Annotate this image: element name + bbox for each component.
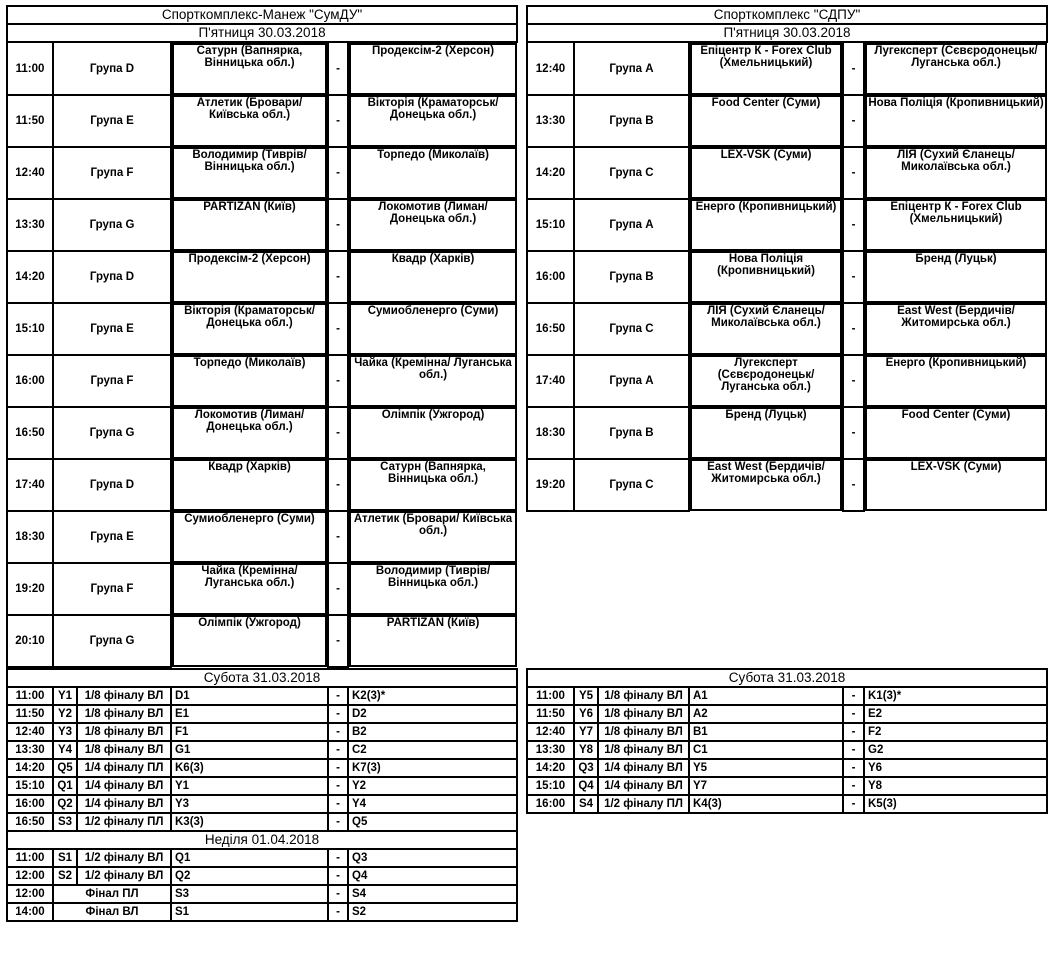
team-home: Сатурн (Вапнярка, Вінницька обл.)	[172, 43, 327, 95]
match-time: 20:10	[7, 615, 53, 667]
team-away: Енерго (Кропивницький)	[865, 355, 1047, 407]
match-row	[7, 885, 517, 903]
match-dash: -	[328, 459, 348, 511]
team-home: S1	[171, 903, 328, 921]
team-away: Q3	[348, 849, 517, 867]
match-row	[527, 795, 1047, 813]
match-time: 11:00	[527, 687, 574, 705]
match-code: Y2	[53, 705, 77, 723]
match-dash: -	[328, 723, 348, 741]
match-time: 19:20	[527, 459, 574, 511]
match-time: 12:40	[7, 147, 53, 199]
match-group: Група G	[53, 615, 171, 667]
team-away: Атлетик (Бровари/ Київська обл.)	[349, 511, 517, 563]
match-time: 16:50	[7, 407, 53, 459]
match-dash: -	[328, 407, 348, 459]
match-row	[7, 563, 517, 615]
sdpu-saturday-table	[526, 668, 1048, 814]
sumdu-saturday-body	[7, 669, 517, 831]
match-row	[7, 903, 517, 921]
day-header: П'ятниця 30.03.2018	[7, 24, 517, 42]
sumdu-friday-body	[7, 6, 517, 667]
match-stage: 1/2 фіналу ВЛ	[77, 867, 171, 885]
match-code: Q1	[53, 777, 77, 795]
team-away: Олімпік (Ужгород)	[349, 407, 517, 459]
team-away: G2	[864, 741, 1047, 759]
match-time: 15:10	[7, 777, 53, 795]
team-away: Y8	[864, 777, 1047, 795]
match-row	[7, 705, 517, 723]
team-home: A1	[689, 687, 843, 705]
match-row	[527, 147, 1047, 199]
team-home: Епіцентр К - Forex Club (Хмельницький)	[690, 43, 842, 95]
match-time: 12:40	[527, 42, 574, 95]
team-away: K5(3)	[864, 795, 1047, 813]
team-away: S2	[348, 903, 517, 921]
match-dash: -	[328, 849, 348, 867]
match-dash: -	[328, 511, 348, 563]
match-row	[527, 303, 1047, 355]
team-away: Лугексперт (Сєвєродонецьк/ Луганська обл.)	[865, 43, 1047, 95]
match-row	[7, 615, 517, 667]
match-time: 11:50	[527, 705, 574, 723]
match-group: Група C	[574, 459, 689, 511]
match-stage: 1/8 фіналу ВЛ	[598, 741, 689, 759]
match-stage: Фінал ВЛ	[53, 903, 171, 921]
match-dash: -	[843, 723, 864, 741]
match-row	[7, 355, 517, 407]
team-home: East West (Бердичів/ Житомирська обл.)	[690, 459, 842, 511]
match-time: 13:30	[7, 741, 53, 759]
team-home: G1	[171, 741, 328, 759]
match-dash: -	[843, 95, 864, 147]
sumdu-sunday-body	[7, 831, 517, 921]
team-away: E2	[864, 705, 1047, 723]
sdpu-friday-table	[526, 5, 1048, 512]
match-stage: Фінал ПЛ	[53, 885, 171, 903]
sdpu-saturday-body	[527, 669, 1047, 813]
team-away: Y4	[348, 795, 517, 813]
match-dash: -	[843, 199, 864, 251]
match-stage: 1/2 фіналу ПЛ	[598, 795, 689, 813]
team-away: East West (Бердичів/ Житомирська обл.)	[865, 303, 1047, 355]
team-away: Сумиобленерго (Суми)	[349, 303, 517, 355]
match-time: 14:20	[527, 759, 574, 777]
match-dash: -	[843, 459, 864, 511]
match-dash: -	[328, 687, 348, 705]
team-home: Енерго (Кропивницький)	[690, 199, 842, 251]
match-row	[527, 705, 1047, 723]
match-row	[527, 687, 1047, 705]
team-home: Y5	[689, 759, 843, 777]
match-group: Група E	[53, 95, 171, 147]
team-home: S3	[171, 885, 328, 903]
match-row	[527, 407, 1047, 459]
match-dash: -	[328, 303, 348, 355]
match-time: 15:10	[527, 777, 574, 795]
day-header: Субота 31.03.2018	[7, 669, 517, 687]
match-stage: 1/8 фіналу ВЛ	[77, 687, 171, 705]
match-time: 12:00	[7, 867, 53, 885]
match-time: 13:30	[7, 199, 53, 251]
match-row	[527, 741, 1047, 759]
match-group: Група D	[53, 251, 171, 303]
team-home: F1	[171, 723, 328, 741]
match-row	[7, 741, 517, 759]
team-home: D1	[171, 687, 328, 705]
match-row	[7, 303, 517, 355]
match-row	[7, 199, 517, 251]
match-time: 15:10	[7, 303, 53, 355]
team-home: Q1	[171, 849, 328, 867]
team-away: K7(3)	[348, 759, 517, 777]
match-code: Y6	[574, 705, 598, 723]
sumdu-friday-table	[6, 5, 518, 668]
match-code: Y7	[574, 723, 598, 741]
match-row	[527, 95, 1047, 147]
match-dash: -	[843, 407, 864, 459]
venue-title: Спорткомплекс-Манеж "СумДУ"	[7, 6, 517, 24]
match-dash: -	[328, 147, 348, 199]
team-home: Квадр (Харків)	[172, 459, 327, 511]
match-dash: -	[843, 795, 864, 813]
match-dash: -	[328, 95, 348, 147]
team-home: Y7	[689, 777, 843, 795]
match-row	[527, 759, 1047, 777]
match-time: 14:20	[527, 147, 574, 199]
team-home: Y3	[171, 795, 328, 813]
match-time: 11:00	[7, 42, 53, 95]
day-header: Субота 31.03.2018	[527, 669, 1047, 687]
match-row	[7, 777, 517, 795]
match-row	[527, 355, 1047, 407]
match-row	[7, 459, 517, 511]
team-away: S4	[348, 885, 517, 903]
match-time: 12:40	[7, 723, 53, 741]
match-group: Група A	[574, 355, 689, 407]
match-dash: -	[328, 741, 348, 759]
match-dash: -	[328, 42, 348, 95]
match-dash: -	[328, 813, 348, 831]
match-group: Група C	[574, 147, 689, 199]
match-row	[7, 95, 517, 147]
match-group: Група B	[574, 251, 689, 303]
match-row	[527, 251, 1047, 303]
match-dash: -	[328, 867, 348, 885]
team-away: PARTIZAN (Київ)	[349, 615, 517, 667]
team-home: Атлетик (Бровари/ Київська обл.)	[172, 95, 327, 147]
team-away: C2	[348, 741, 517, 759]
match-group: Група G	[53, 407, 171, 459]
team-away: Нова Поліція (Кропивницький)	[865, 95, 1047, 147]
match-code: S4	[574, 795, 598, 813]
match-time: 11:00	[7, 687, 53, 705]
match-dash: -	[843, 147, 864, 199]
match-stage: 1/8 фіналу ВЛ	[598, 687, 689, 705]
match-code: S2	[53, 867, 77, 885]
match-time: 11:50	[7, 95, 53, 147]
sumdu-weekend-table	[6, 668, 518, 922]
match-row	[7, 42, 517, 95]
match-time: 16:00	[527, 251, 574, 303]
match-code: Q3	[574, 759, 598, 777]
team-away: Вікторія (Краматорськ/ Донецька обл.)	[349, 95, 517, 147]
match-stage: 1/4 фіналу ВЛ	[77, 777, 171, 795]
match-time: 14:20	[7, 759, 53, 777]
team-home: Y1	[171, 777, 328, 795]
team-home: PARTIZAN (Київ)	[172, 199, 327, 251]
match-stage: 1/2 фіналу ПЛ	[77, 813, 171, 831]
team-home: Food Center (Суми)	[690, 95, 842, 147]
team-home: B1	[689, 723, 843, 741]
match-time: 16:00	[7, 355, 53, 407]
match-group: Група A	[574, 199, 689, 251]
match-stage: 1/8 фіналу ВЛ	[598, 705, 689, 723]
match-time: 18:30	[7, 511, 53, 563]
match-code: S3	[53, 813, 77, 831]
match-row	[7, 759, 517, 777]
match-dash: -	[843, 42, 864, 95]
team-away: K1(3)*	[864, 687, 1047, 705]
team-home: E1	[171, 705, 328, 723]
match-stage: 1/4 фіналу ВЛ	[77, 795, 171, 813]
match-time: 19:20	[7, 563, 53, 615]
match-row	[527, 459, 1047, 511]
match-stage: 1/4 фіналу ПЛ	[77, 759, 171, 777]
match-dash: -	[843, 687, 864, 705]
team-away: F2	[864, 723, 1047, 741]
team-away: Чайка (Кремінна/ Луганська обл.)	[349, 355, 517, 407]
team-home: ЛІЯ (Сухий Єланець/ Миколаївська обл.)	[690, 303, 842, 355]
match-stage: 1/8 фіналу ВЛ	[77, 723, 171, 741]
team-away: Епіцентр К - Forex Club (Хмельницький)	[865, 199, 1047, 251]
team-away: Q4	[348, 867, 517, 885]
match-time: 16:50	[527, 303, 574, 355]
match-time: 13:30	[527, 741, 574, 759]
match-code: Y4	[53, 741, 77, 759]
venue-title: Спорткомплекс "СДПУ"	[527, 6, 1047, 24]
day-header: Неділя 01.04.2018	[7, 831, 517, 849]
match-dash: -	[328, 705, 348, 723]
match-time: 17:40	[527, 355, 574, 407]
team-away: K2(3)*	[348, 687, 517, 705]
team-away: Квадр (Харків)	[349, 251, 517, 303]
team-home: K6(3)	[171, 759, 328, 777]
match-dash: -	[328, 885, 348, 903]
match-time: 17:40	[7, 459, 53, 511]
match-row	[527, 777, 1047, 795]
match-time: 14:00	[7, 903, 53, 921]
match-group: Група D	[53, 42, 171, 95]
match-code: S1	[53, 849, 77, 867]
match-stage: 1/8 фіналу ВЛ	[77, 705, 171, 723]
team-away: Володимир (Тиврів/ Вінницька обл.)	[349, 563, 517, 615]
match-row	[7, 407, 517, 459]
match-dash: -	[843, 759, 864, 777]
match-row	[527, 42, 1047, 95]
match-group: Група B	[574, 95, 689, 147]
team-away: ЛІЯ (Сухий Єланець/ Миколаївська обл.)	[865, 147, 1047, 199]
match-time: 11:50	[7, 705, 53, 723]
sdpu-friday-body	[527, 6, 1047, 511]
match-dash: -	[843, 355, 864, 407]
match-group: Група F	[53, 147, 171, 199]
team-away: Сатурн (Вапнярка, Вінницька обл.)	[349, 459, 517, 511]
team-away: Торпедо (Миколаїв)	[349, 147, 517, 199]
team-away: B2	[348, 723, 517, 741]
match-dash: -	[843, 777, 864, 795]
match-time: 16:50	[7, 813, 53, 831]
team-home: C1	[689, 741, 843, 759]
match-dash: -	[843, 303, 864, 355]
team-home: A2	[689, 705, 843, 723]
team-home: Локомотив (Лиман/ Донецька обл.)	[172, 407, 327, 459]
team-away: Y6	[864, 759, 1047, 777]
team-away: Y2	[348, 777, 517, 795]
match-stage: 1/8 фіналу ВЛ	[598, 723, 689, 741]
team-home: Нова Поліція (Кропивницький)	[690, 251, 842, 303]
match-dash: -	[328, 563, 348, 615]
day-header: П'ятниця 30.03.2018	[527, 24, 1047, 42]
team-home: Q2	[171, 867, 328, 885]
match-row	[7, 511, 517, 563]
match-group: Група G	[53, 199, 171, 251]
team-home: Лугексперт (Сєвєродонецьк/ Луганська обл.)	[690, 355, 842, 407]
match-group: Група A	[574, 42, 689, 95]
team-away: Продексім-2 (Херсон)	[349, 43, 517, 95]
team-home: Сумиобленерго (Суми)	[172, 511, 327, 563]
match-group: Група F	[53, 563, 171, 615]
match-stage: 1/8 фіналу ВЛ	[77, 741, 171, 759]
team-home: K4(3)	[689, 795, 843, 813]
match-row	[7, 813, 517, 831]
match-dash: -	[328, 903, 348, 921]
match-row	[7, 723, 517, 741]
match-dash: -	[328, 759, 348, 777]
match-time: 16:00	[527, 795, 574, 813]
team-home: Торпедо (Миколаїв)	[172, 355, 327, 407]
match-row	[7, 147, 517, 199]
match-time: 11:00	[7, 849, 53, 867]
match-code: Y3	[53, 723, 77, 741]
match-stage: 1/4 фіналу ВЛ	[598, 759, 689, 777]
match-time: 15:10	[527, 199, 574, 251]
match-dash: -	[328, 777, 348, 795]
match-dash: -	[328, 251, 348, 303]
team-home: Олімпік (Ужгород)	[172, 615, 327, 667]
match-group: Група C	[574, 303, 689, 355]
match-code: Y5	[574, 687, 598, 705]
match-time: 12:40	[527, 723, 574, 741]
match-code: Q2	[53, 795, 77, 813]
match-group: Група D	[53, 459, 171, 511]
match-group: Група E	[53, 303, 171, 355]
team-away: D2	[348, 705, 517, 723]
match-group: Група F	[53, 355, 171, 407]
match-code: Q4	[574, 777, 598, 795]
match-time: 13:30	[527, 95, 574, 147]
match-row	[7, 251, 517, 303]
match-row	[7, 795, 517, 813]
match-stage: 1/4 фіналу ВЛ	[598, 777, 689, 795]
team-home: LEX-VSK (Суми)	[690, 147, 842, 199]
match-dash: -	[843, 741, 864, 759]
team-away: Бренд (Луцьк)	[865, 251, 1047, 303]
match-dash: -	[843, 251, 864, 303]
match-stage: 1/2 фіналу ВЛ	[77, 849, 171, 867]
match-time: 16:00	[7, 795, 53, 813]
match-row	[7, 687, 517, 705]
match-row	[527, 199, 1047, 251]
team-away: LEX-VSK (Суми)	[865, 459, 1047, 511]
match-group: Група E	[53, 511, 171, 563]
team-away: Локомотив (Лиман/ Донецька обл.)	[349, 199, 517, 251]
team-away: Q5	[348, 813, 517, 831]
match-dash: -	[328, 355, 348, 407]
match-row	[7, 849, 517, 867]
match-dash: -	[328, 795, 348, 813]
match-dash: -	[843, 705, 864, 723]
match-time: 14:20	[7, 251, 53, 303]
team-away: Food Center (Суми)	[865, 407, 1047, 459]
team-home: K3(3)	[171, 813, 328, 831]
team-home: Вікторія (Краматорськ/ Донецька обл.)	[172, 303, 327, 355]
team-home: Чайка (Кремінна/ Луганська обл.)	[172, 563, 327, 615]
match-code: Y1	[53, 687, 77, 705]
match-group: Група B	[574, 407, 689, 459]
match-dash: -	[328, 615, 348, 667]
match-time: 18:30	[527, 407, 574, 459]
team-home: Продексім-2 (Херсон)	[172, 251, 327, 303]
match-time: 12:00	[7, 885, 53, 903]
match-code: Q5	[53, 759, 77, 777]
match-dash: -	[328, 199, 348, 251]
team-home: Бренд (Луцьк)	[690, 407, 842, 459]
match-code: Y8	[574, 741, 598, 759]
match-row	[527, 723, 1047, 741]
team-home: Володимир (Тиврів/ Вінницька обл.)	[172, 147, 327, 199]
match-row	[7, 867, 517, 885]
